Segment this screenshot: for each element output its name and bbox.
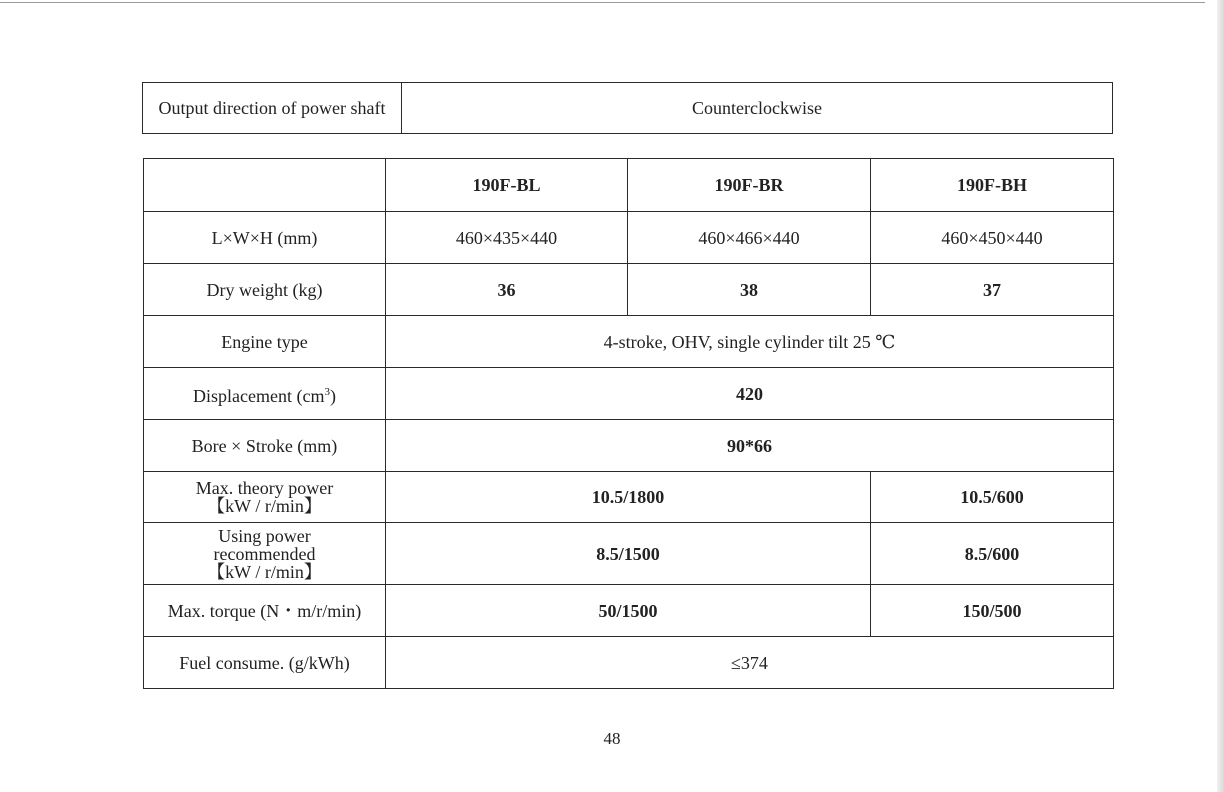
dimensions-value-br: 460×466×440 [628,212,871,264]
table-row [144,264,1114,316]
engine-type-value: 4-stroke, OHV, single cylinder tilt 25 ℃ [386,316,1114,368]
using-power-label-line1: Using power [218,525,311,546]
max-torque-value-bl-br: 50/1500 [386,585,871,637]
dry-weight-value-bh: 37 [871,264,1114,316]
max-torque-value-bh: 150/500 [871,585,1114,637]
table-row [143,83,1113,134]
displacement-label-text: Displacement (cm [193,385,325,406]
bore-stroke-label: Bore × Stroke (mm) [144,420,386,472]
table-row [144,637,1114,689]
model-header-bh: 190F-BH [871,159,1114,212]
table-row [144,212,1114,264]
max-theory-power-label-line2: 【kW / r/min】 [207,496,322,516]
fuel-consume-label: Fuel consume. (g/kWh) [144,637,386,689]
max-theory-power-label-line1: Max. theory power [195,478,334,498]
max-torque-label: Max. torque (N・m/r/min) [144,585,386,637]
header-empty-cell [144,159,386,212]
using-power-value-bh: 8.5/600 [871,523,1114,585]
scan-top-edge-line [0,2,1205,3]
dry-weight-label: Dry weight (kg) [144,264,386,316]
displacement-label-superscript: 3 [324,385,330,398]
using-power-label-line2: recommended [213,543,316,564]
displacement-label-close: ) [329,385,336,406]
max-theory-power-value-bl-br: 10.5/1800 [386,472,871,523]
using-power-label [144,523,386,585]
table-row [144,523,1114,585]
table-row [144,368,1114,420]
dimensions-value-bl: 460×435×440 [386,212,628,264]
engine-spec-table [143,158,1114,689]
table-row [144,585,1114,637]
model-header-bl: 190F-BL [386,159,628,212]
engine-type-label: Engine type [144,316,386,368]
page-number: 48 [603,729,621,748]
max-theory-power-label [144,472,386,523]
max-theory-power-value-bh: 10.5/600 [871,472,1114,523]
using-power-value-bl-br: 8.5/1500 [386,523,871,585]
table-row [144,159,1114,212]
bore-stroke-value: 90*66 [386,420,1114,472]
scan-right-edge-shadow [1217,0,1224,792]
displacement-label [144,368,386,420]
dry-weight-value-bl: 36 [386,264,628,316]
model-header-br: 190F-BR [628,159,871,212]
table-row [144,472,1114,523]
fuel-consume-value: ≤374 [386,637,1114,689]
table-row [144,420,1114,472]
displacement-value: 420 [386,368,1114,420]
table-row [144,316,1114,368]
dimensions-value-bh: 460×450×440 [871,212,1114,264]
dimensions-label: L×W×H (mm) [144,212,386,264]
power-shaft-table [142,82,1113,134]
using-power-label-line3: 【kW / r/min】 [207,561,322,582]
power-shaft-label: Output direction of power shaft [143,83,402,134]
power-shaft-value: Counterclockwise [402,83,1113,134]
dry-weight-value-br: 38 [628,264,871,316]
